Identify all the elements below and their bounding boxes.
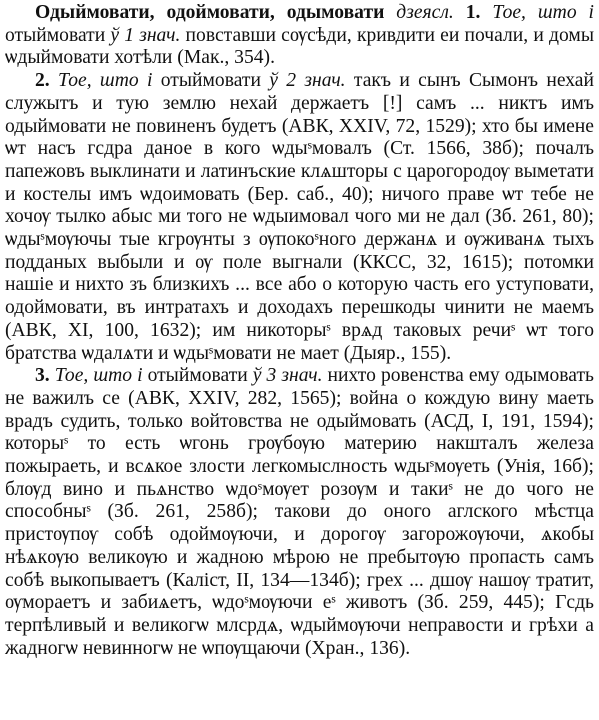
sense-number: 1. [465,2,481,23]
entry-sense-3 [5,365,594,660]
headword: Одыймовати, одоймовати, одымовати [35,2,385,23]
sense-definition: Тое, што і [54,365,143,387]
part-of-speech: дзеясл. [396,2,454,23]
sense-reference: отыймовати [147,365,248,387]
sense-definition: Тое, што і [492,2,594,23]
sense-reference: отыймовати [5,24,106,46]
sense-citations: такъ и сынъ Сымонъ нехай служытъ и тую землю нехай держаетъ [!] самъ ... никтъ имъ одыймовати не повиненъ будетъ (АВК, XXIV, 72, 1529); хто бы имене ѡт насъ гсдра даное в кого ѡдыˢмовалъ (Ст. 1566, 38б); почалъ папежовъ выклинати и латинъские клѧшторы с царогородѹ выметати и костелы имъ ѡдоимовать (Бер. саб., 40); ничого праве ѡт тебе не хочѹ тылко абыс ми того не ѡдыимовал чого ми не дал (Зб. 261, 80); ѡдыˢмѹючы тые кгрѹнты з ѹпокоˢного держанѧ и ѹживанѧ тыхъ подданых выбыли и ѹ поле выгнали (ККСС, 32, 1615); потомки нашіе и нихто зъ близкихъ ... все або о которую часть его уступовати, одоймовати, въ интратахъ и доходахъ перешкоды чинити не маемъ (АВК, XI, 100, 1632); им никоторыˢ врѧд таковых речиˢ ѡт того братства ѡдалѧти и ѡдыˢмовати не мает (Дыяр., 155). [5,70,594,364]
entry-sense-1 [5,2,594,70]
sense-citations: нихто ровенства ему одымовать не важилъ се (АВК, XXIV, 282, 1565); война о кождую вину маеть врадъ судить, только войтовства не одыймовать (АСД, I, 191, 1594); которыˢ то есть ѡгонь грѹбѹю материю накшталъ железа пожыраеть, и всѧкое злости легкомыслность ѡдыˢмѹеть (Унія, 16б); блѹд вино и пьѧнство ѡдоˢмѹет розѹм и такиˢ не до чого не способныˢ (Зб. 261, 258б); такови до оного аглского мѣстца пристѹпѹ собѣ одоймѹючи, и дорогѹ загорожѹючи, ѧкобы нѣѧкѹю великѹю и жадною мѣрою не пребытѹю пропасть самъ собѣ выкопываетъ (Каліст, II, 134—134б); грех ... дшѹ нашѹ тратит, ѹмораетъ и забиѧетъ, ѡдоˢмѹючи еˢ животъ (Зб. 259, 445); Гсдь терпѣливый и великогѡ млсрдѧ, ѡдыймѹючи неправости и грѣхи а жадногѡ невинногѡ не ѡпѹщаючи (Хран., 136). [5,365,594,659]
sense-number: 3. [35,365,50,387]
sense-number: 2. [35,70,50,92]
sense-definition: Тое, што і [58,70,153,92]
sense-reference-number: ў 1 знач. [110,24,181,46]
sense-reference-number: ў 3 знач. [252,365,323,387]
entry-sense-2 [5,70,594,365]
sense-citations: повставши сѹсѣди, кривдити еи почали, и домы ѡдыймовати хотѣли (Мак., 354). [5,24,594,69]
sense-reference-number: ў 2 знач. [269,70,346,92]
sense-reference: отыймовати [160,70,261,92]
